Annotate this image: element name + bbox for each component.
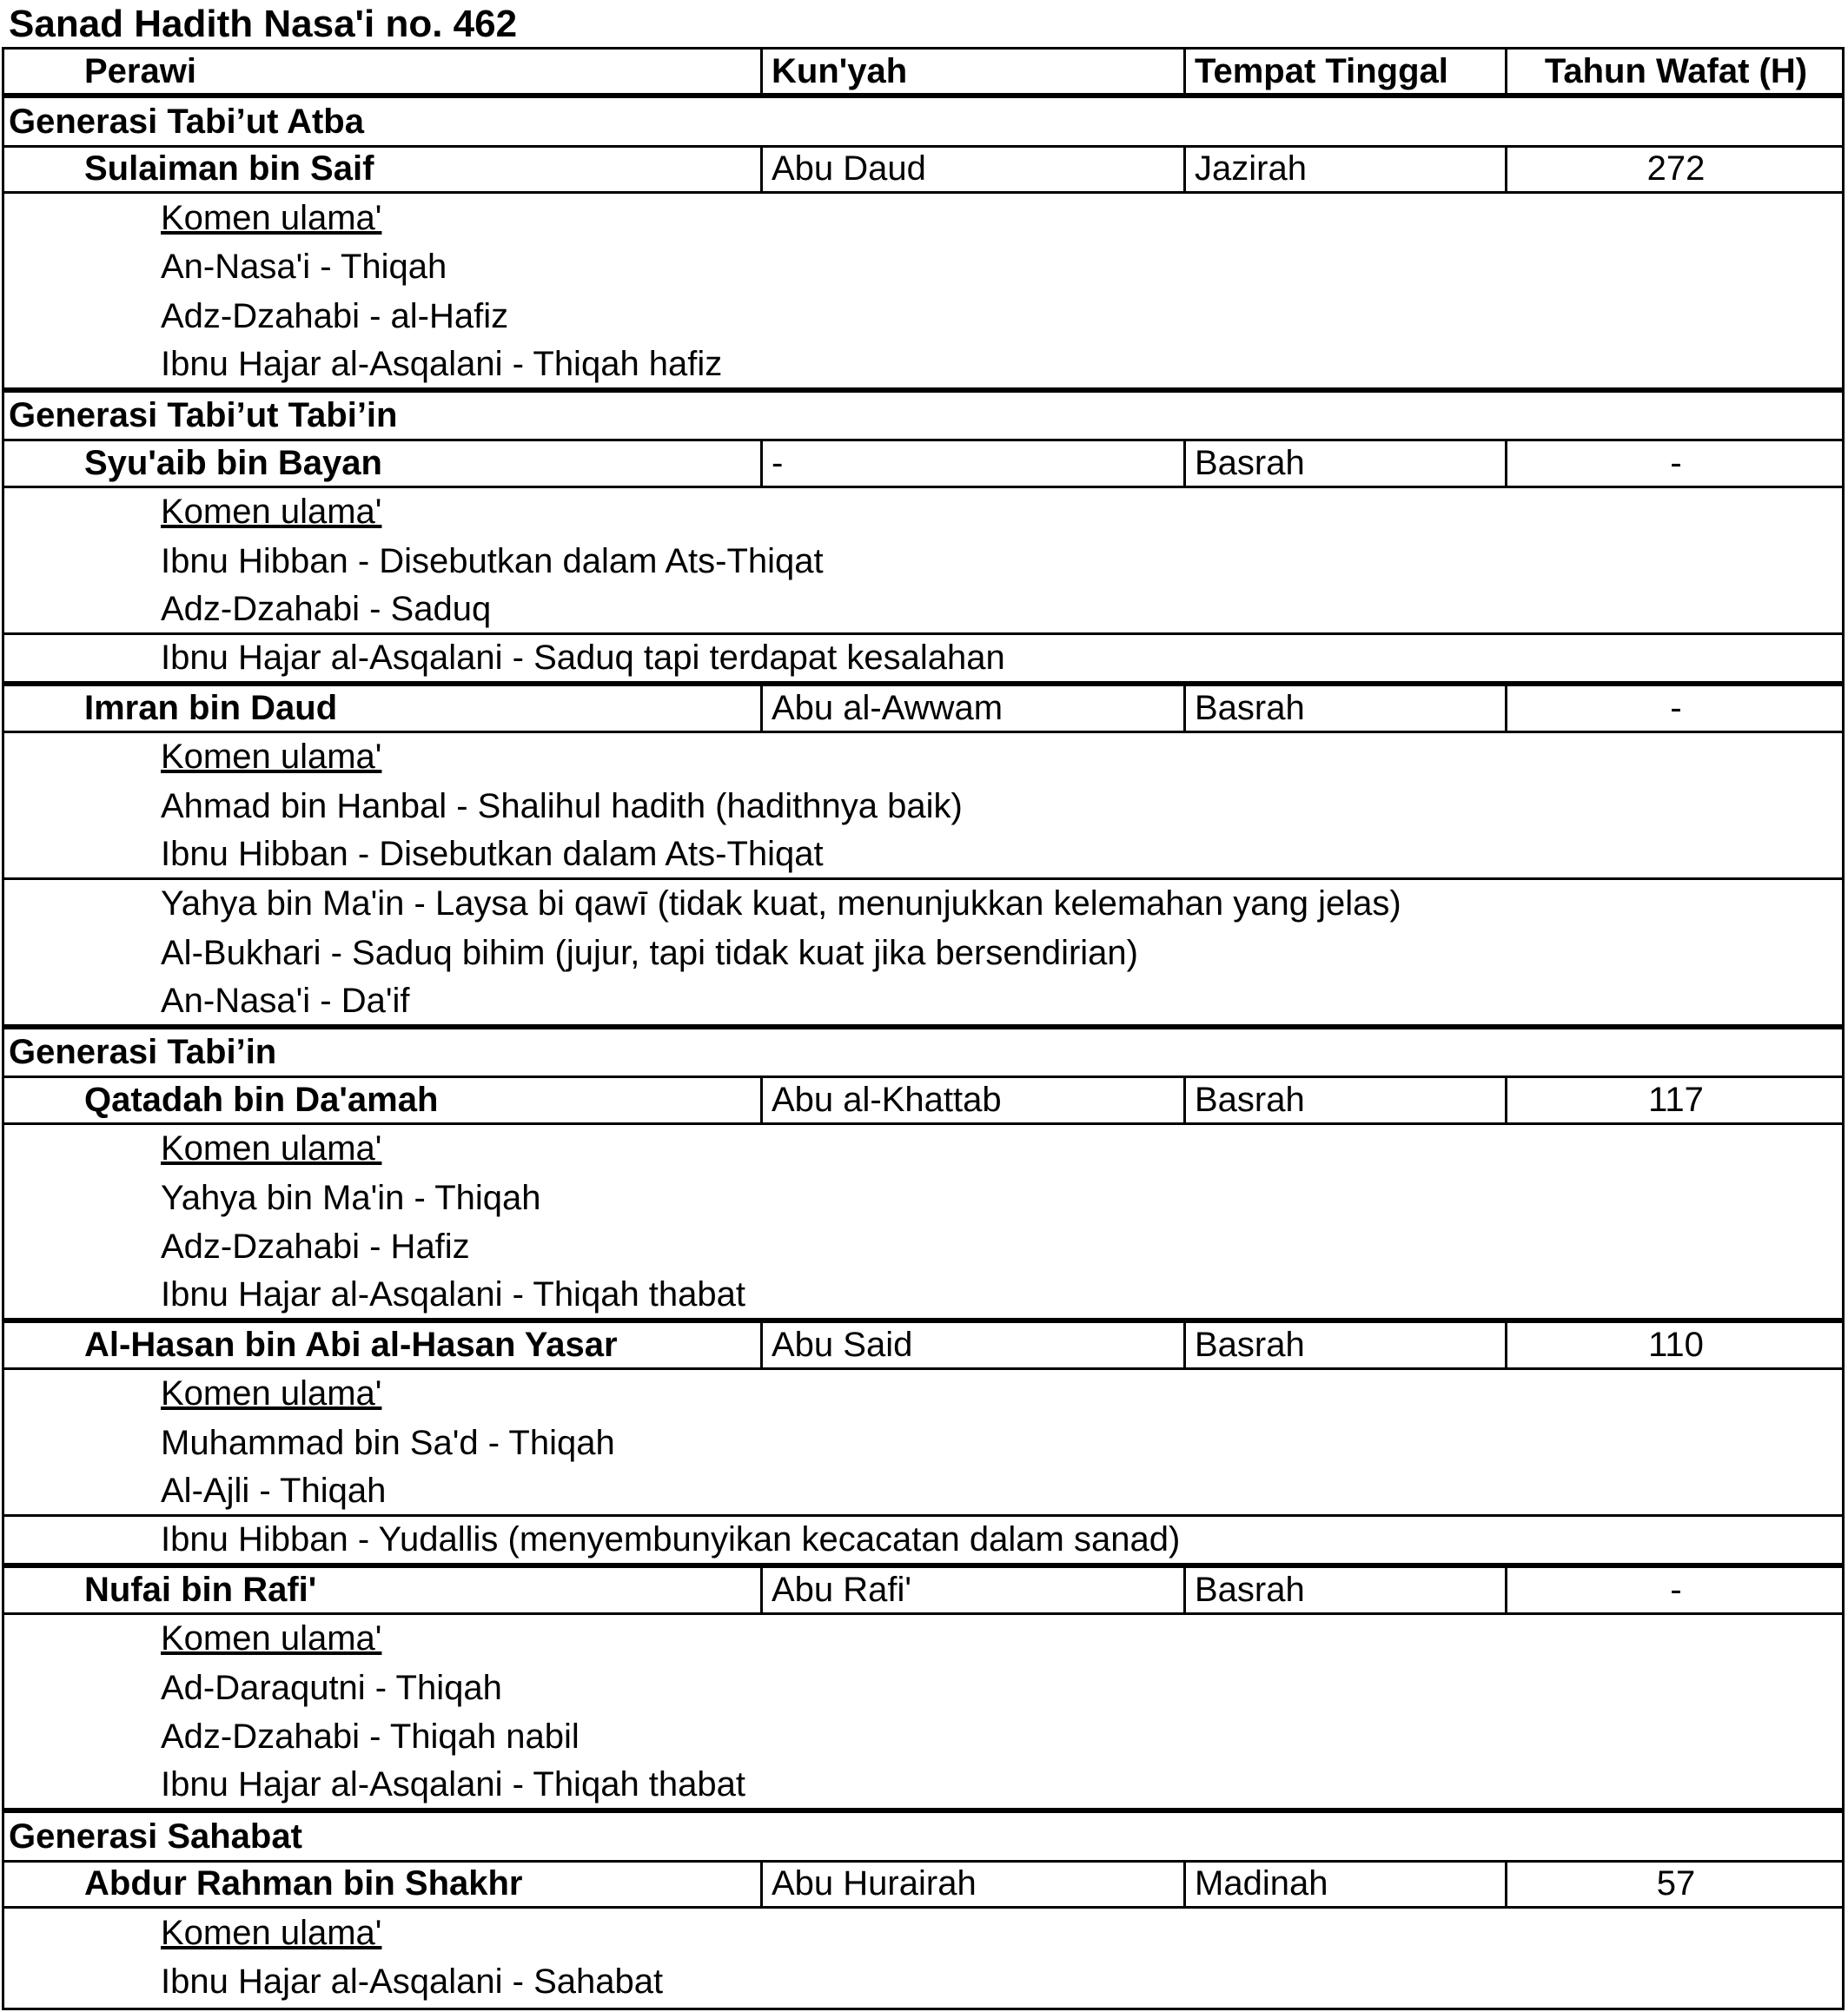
comment-row (2, 1713, 1845, 1762)
comment-cell (2, 537, 824, 586)
comment-cell (2, 1909, 381, 1957)
scholar-comment: Ibnu Hajar al-Asqalani - Saduq tapi terdapat kesalahan (161, 638, 1005, 677)
generation-label: Generasi Tabi’ut Atba (9, 102, 364, 141)
sheet-title: Sanad Hadith Nasa'i no. 462 (9, 3, 518, 45)
comment-cell (2, 1272, 745, 1318)
comment-heading-row (2, 1125, 1845, 1174)
comment-heading: Komen ulama' (161, 1619, 382, 1658)
comment-cell (2, 831, 824, 877)
narrator-kunyah: Abu Said (760, 1323, 1183, 1367)
comment-cell (2, 1762, 745, 1808)
comment-cell (2, 1468, 386, 1514)
comment-row (2, 341, 1845, 389)
scholar-comment: Adz-Dzahabi - Saduq (161, 589, 492, 628)
comment-cell (2, 880, 1401, 929)
comment-cell (2, 341, 722, 387)
column-header-perawi: Perawi (84, 51, 196, 90)
narrator-residence: Basrah (1183, 1323, 1505, 1367)
comment-row (2, 831, 1845, 879)
comment-row (2, 292, 1845, 341)
comment-heading: Komen ulama' (161, 1129, 382, 1168)
scholar-comment: Ibnu Hajar al-Asqalani - Thiqah hafiz (161, 344, 723, 383)
scholar-comment: An-Nasa'i - Da'if (161, 981, 410, 1020)
narrator-kunyah: Abu al-Khattab (760, 1078, 1183, 1122)
comment-heading-row (2, 194, 1845, 242)
comment-heading-row (2, 488, 1845, 537)
scholar-comment: Ibnu Hajar al-Asqalani - Thiqah thabat (161, 1765, 746, 1804)
generation-row (2, 1027, 1845, 1075)
scholar-comment: Ibnu Hibban - Disebutkan dalam Ats-Thiqat (161, 541, 824, 580)
comment-cell (2, 929, 1138, 977)
narrator-death-year: - (1505, 1568, 1845, 1612)
comment-row (2, 782, 1845, 831)
narrator-residence: Basrah (1183, 441, 1505, 485)
narrator-row (2, 1565, 1845, 1614)
narrator-name: Syu'aib bin Bayan (84, 443, 382, 482)
comment-row (2, 1664, 1845, 1712)
narrator-row (2, 684, 1845, 732)
comment-cell (2, 1615, 381, 1664)
comment-heading: Komen ulama' (161, 1913, 382, 1952)
scholar-comment: Ad-Daraqutni - Thiqah (161, 1668, 502, 1707)
narrator-death-year: - (1505, 686, 1845, 730)
comment-heading-row (2, 1370, 1845, 1419)
comment-cell (2, 782, 963, 831)
comment-row (2, 537, 1845, 586)
scholar-comment: Muhammad bin Sa'd - Thiqah (161, 1423, 615, 1462)
comment-heading-row (2, 733, 1845, 782)
narrator-kunyah: Abu Daud (760, 148, 1183, 191)
narrator-row (2, 1075, 1845, 1124)
narrator-kunyah: Abu al-Awwam (760, 686, 1183, 730)
comment-row (2, 1174, 1845, 1222)
comment-heading: Komen ulama' (161, 493, 382, 532)
comment-cell (2, 1125, 381, 1174)
comment-row (2, 243, 1845, 292)
column-header-tahun-wafat: Tahun Wafat (H) (1505, 50, 1845, 93)
scholar-comment: Al-Bukhari - Saduq bihim (jujur, tapi tidak kuat jika bersendirian) (161, 933, 1138, 972)
comment-heading: Komen ulama' (161, 738, 382, 777)
narrator-row (2, 1860, 1845, 1909)
scholar-comment: Ibnu Hajar al-Asqalani - Thiqah thabat (161, 1275, 746, 1314)
scholar-comment: Ibnu Hibban - Yudallis (menyembunyikan kecacatan dalam sanad) (161, 1520, 1181, 1559)
scholar-comment: Ahmad bin Hanbal - Shalihul hadith (hadithnya baik) (161, 786, 963, 825)
comment-row (2, 1223, 1845, 1272)
generation-row (2, 1810, 1845, 1859)
comment-row (2, 635, 1845, 684)
narrator-death-year: 110 (1505, 1323, 1845, 1367)
comment-row (2, 1762, 1845, 1810)
column-header-kunyah: Kun'yah (760, 50, 1183, 93)
comment-cell (2, 1664, 502, 1712)
comment-heading: Komen ulama' (161, 198, 382, 237)
narrator-name: Abdur Rahman bin Shakhr (84, 1864, 523, 1903)
scholar-comment: Yahya bin Ma'in - Laysa bi qawī (tidak kuat, menunjukkan kelemahan yang jelas) (161, 884, 1401, 923)
scholar-comment: An-Nasa'i - Thiqah (161, 248, 447, 287)
narrator-residence: Basrah (1183, 686, 1505, 730)
narrator-death-year: 57 (1505, 1863, 1845, 1906)
narrator-kunyah: Abu Hurairah (760, 1863, 1183, 1906)
comment-cell (2, 1419, 615, 1467)
scholar-comment: Adz-Dzahabi - al-Hafiz (161, 296, 509, 335)
narrator-death-year: 272 (1505, 148, 1845, 191)
narrator-residence: Jazirah (1183, 148, 1505, 191)
comment-cell (2, 243, 447, 292)
comment-heading: Komen ulama' (161, 1374, 382, 1413)
narrator-name: Nufai bin Rafi' (84, 1571, 317, 1610)
narrator-row (2, 439, 1845, 487)
comment-row (2, 1958, 1845, 2007)
narrator-death-year: 117 (1505, 1078, 1845, 1122)
comment-row (2, 978, 1845, 1027)
comment-heading-row (2, 1909, 1845, 1957)
scholar-comment: Adz-Dzahabi - Hafiz (161, 1228, 470, 1267)
comment-row (2, 1517, 1845, 1565)
narrator-row (2, 145, 1845, 194)
comment-cell (2, 733, 381, 782)
comment-cell (2, 1174, 541, 1222)
generation-label: Generasi Tabi’in (9, 1033, 277, 1072)
narrator-kunyah: Abu Rafi' (760, 1568, 1183, 1612)
generation-label: Generasi Tabi’ut Tabi’in (9, 395, 398, 434)
comment-cell (2, 1223, 470, 1272)
scholar-comment: Ibnu Hajar al-Asqalani - Sahabat (161, 1962, 664, 2002)
narrator-name: Qatadah bin Da'amah (84, 1081, 439, 1120)
narrator-row (2, 1320, 1845, 1369)
comment-cell (2, 586, 491, 632)
generation-row (2, 96, 1845, 144)
comment-cell (2, 635, 1005, 681)
comment-cell (2, 194, 381, 242)
generation-label: Generasi Sahabat (9, 1817, 302, 1856)
comment-row (2, 586, 1845, 634)
narrator-name: Imran bin Daud (84, 688, 338, 727)
comment-cell (2, 1713, 580, 1762)
comment-cell (2, 488, 381, 537)
comment-row (2, 1272, 1845, 1320)
narrator-name: Al-Hasan bin Abi al-Hasan Yasar (84, 1326, 618, 1365)
comment-row (2, 929, 1845, 977)
scholar-comment: Ibnu Hibban - Disebutkan dalam Ats-Thiqat (161, 834, 824, 873)
scholar-comment: Al-Ajli - Thiqah (161, 1471, 387, 1510)
comment-heading-row (2, 1615, 1845, 1664)
scholar-comment: Yahya bin Ma'in - Thiqah (161, 1178, 541, 1217)
comment-cell (2, 978, 409, 1024)
comment-row (2, 880, 1845, 929)
narrator-kunyah: - (760, 441, 1183, 485)
comment-cell (2, 1517, 1180, 1563)
scholar-comment: Adz-Dzahabi - Thiqah nabil (161, 1717, 580, 1757)
comment-cell (2, 1370, 381, 1419)
comment-cell (2, 292, 508, 341)
narrator-residence: Madinah (1183, 1863, 1505, 1906)
narrator-residence: Basrah (1183, 1568, 1505, 1612)
narrator-residence: Basrah (1183, 1078, 1505, 1122)
table-header-row (2, 47, 1845, 96)
comment-row (2, 1419, 1845, 1467)
comment-cell (2, 1958, 663, 2007)
generation-row (2, 390, 1845, 439)
narrator-name: Sulaiman bin Saif (84, 149, 374, 189)
column-header-tempat-tinggal: Tempat Tinggal (1183, 50, 1505, 93)
narrator-death-year: - (1505, 441, 1845, 485)
comment-row (2, 1468, 1845, 1517)
